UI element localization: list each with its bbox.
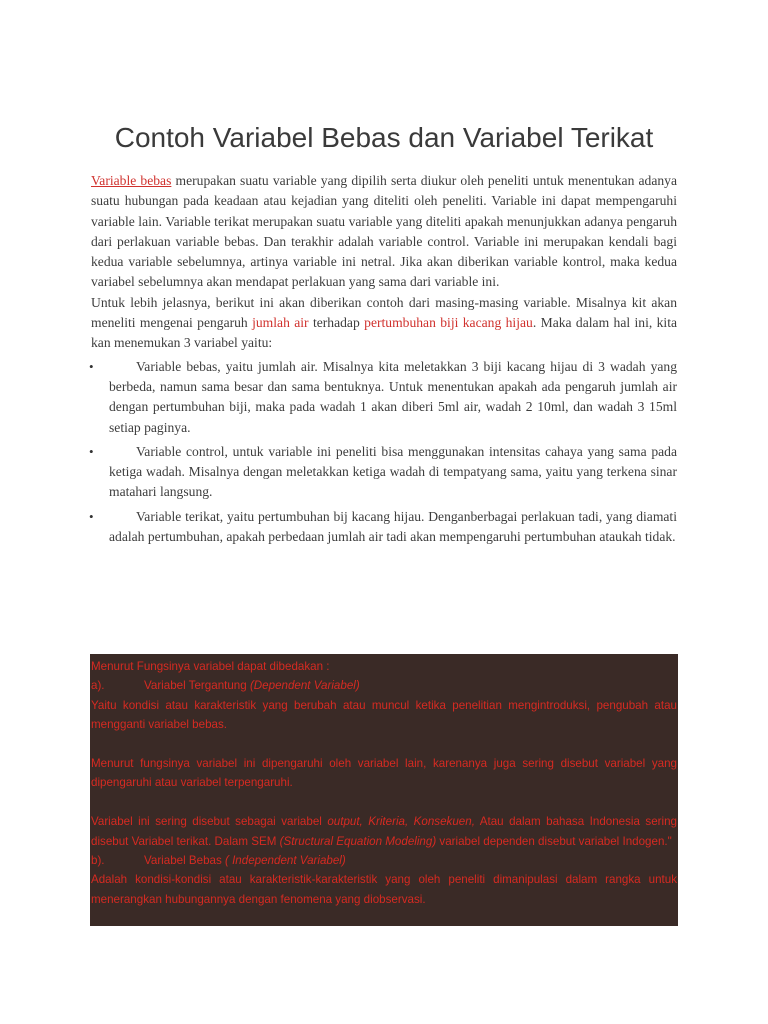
box-item-a-italic: (Dependent Variabel) (249, 679, 360, 693)
box-item-b-marker: b). (91, 854, 105, 868)
box-item-a-marker: a). (91, 679, 105, 693)
article-body (91, 171, 677, 547)
box-p3-italic-2: (Structural Equation Modeling) (279, 834, 437, 848)
pertumbuhan-biji-link[interactable]: pertumbuhan biji kacang hijau (364, 315, 533, 331)
box-item-b-italic: ( Independent Variabel) (225, 854, 346, 868)
box-spacer (91, 735, 677, 754)
box-intro: Menurut Fungsinya variabel dapat dibedakan : (91, 660, 330, 673)
example-text-3: . Maka dalam hal ini, kita kan menemukan 3 variabel yaitu: (91, 315, 678, 351)
jumlah-air-link[interactable]: jumlah air (252, 315, 309, 331)
box-item-b-description: Adalah kondisi-kondisi atau karakteristik-karakteristik yang oleh peneliti dimanipulasi dalam rangka untuk menerangkan hubungannya dengan fenomena yang diobservasi. (91, 873, 677, 906)
box-p3-italic-1: output, Kriteria, Konsekuen, (327, 815, 475, 829)
box-item-b-heading (91, 851, 677, 870)
box-spacer (91, 793, 677, 812)
box-item-a-heading (91, 676, 677, 695)
list-item-variable-bebas: • Variable bebas, yaitu jumlah air. Misalnya kita meletakkan 3 biji kacang hijau di 3 wadah yang berbeda, namun sama besar dan sama bentuknya. Untuk menentukan apakah ada pengaruh jumlah air dengan pertumbuhan biji, maka pada wadah 1 akan diberi 5ml air, wadah 2 10ml, dan wadah 3 15ml setiap paginya. (91, 357, 677, 438)
box-item-a-paragraph-2: Menurut fungsinya variabel ini dipengaruhi oleh variabel lain, karenanya juga sering disebut variabel yang dipengaruhi atau variabel terpengaruhi. (91, 757, 677, 790)
example-text-1: Untuk lebih jelasnya, berikut ini akan diberikan contoh dari masing-masing variable. Misalnya kit akan meneliti mengenai pengaruh (91, 294, 677, 331)
box-item-a-description: Yaitu kondisi atau karakteristik yang berubah atau muncul ketika penelitian mengintroduksi, pengubah atau mengganti variabel bebas. (91, 698, 677, 732)
example-paragraph (91, 293, 677, 354)
page-title: Contoh Variabel Bebas dan Variabel Terikat (114, 122, 654, 153)
box-p3-text-2: Atau dalam bahasa Indonesia sering disebut Variabel terikat. Dalam SEM (91, 815, 677, 848)
box-p3-text-3: variabel dependen disebut variabel Indogen." (436, 834, 672, 848)
example-text-2: terhadap (308, 315, 365, 331)
variable-bebas-link[interactable]: Variable bebas (91, 173, 172, 188)
intro-paragraph-text: merupakan suatu variable yang dipilih serta diukur oleh peneliti untuk menentukan adanya suatu hubungan pada keadaan atau kejadian yang diteliti oleh peneliti. Variable ini dapat mempengaruhi variable lain. Variable terikat merupakan suatu variable yang diteliti apakah menunjukkan adanya pengaruh dari perlakuan variable bebas. Dan terakhir adalah variable control. Variable ini merupakan kendali bagi kedua variable sebelumnya, artinya variable ini netral. Jika akan diberikan variable kontrol, maka kedua variabel sebelumnya akan mendapat perlakuan yang sama dari variable ini. (91, 173, 677, 290)
list-item-variable-terikat: • Variable terikat, yaitu pertumbuhan bij kacang hijau. Denganberbagai perlakuan tadi, yang diamati adalah pertumbuhan, apakah perbedaan jumlah air tadi akan mempengaruhi pertumbuhan ataukah tidak. (91, 507, 677, 548)
list-item-variable-control: • Variable control, untuk variable ini peneliti bisa menggunakan intensitas cahaya yang sama pada ketiga wadah. Misalnya dengan meletakkan ketiga wadah di tempatyang sama, yaitu yang terkena sinar matahari langsung. (91, 442, 677, 503)
intro-paragraph (91, 171, 677, 293)
variable-list (91, 357, 677, 548)
highlight-box (90, 654, 678, 926)
box-item-a-paragraph-3 (91, 812, 677, 851)
box-item-a-label: Variabel Tergantung (144, 679, 250, 693)
box-item-b-label: Variabel Bebas (144, 854, 225, 868)
box-p3-text-1: Variabel ini sering disebut sebagai variabel (91, 815, 328, 829)
